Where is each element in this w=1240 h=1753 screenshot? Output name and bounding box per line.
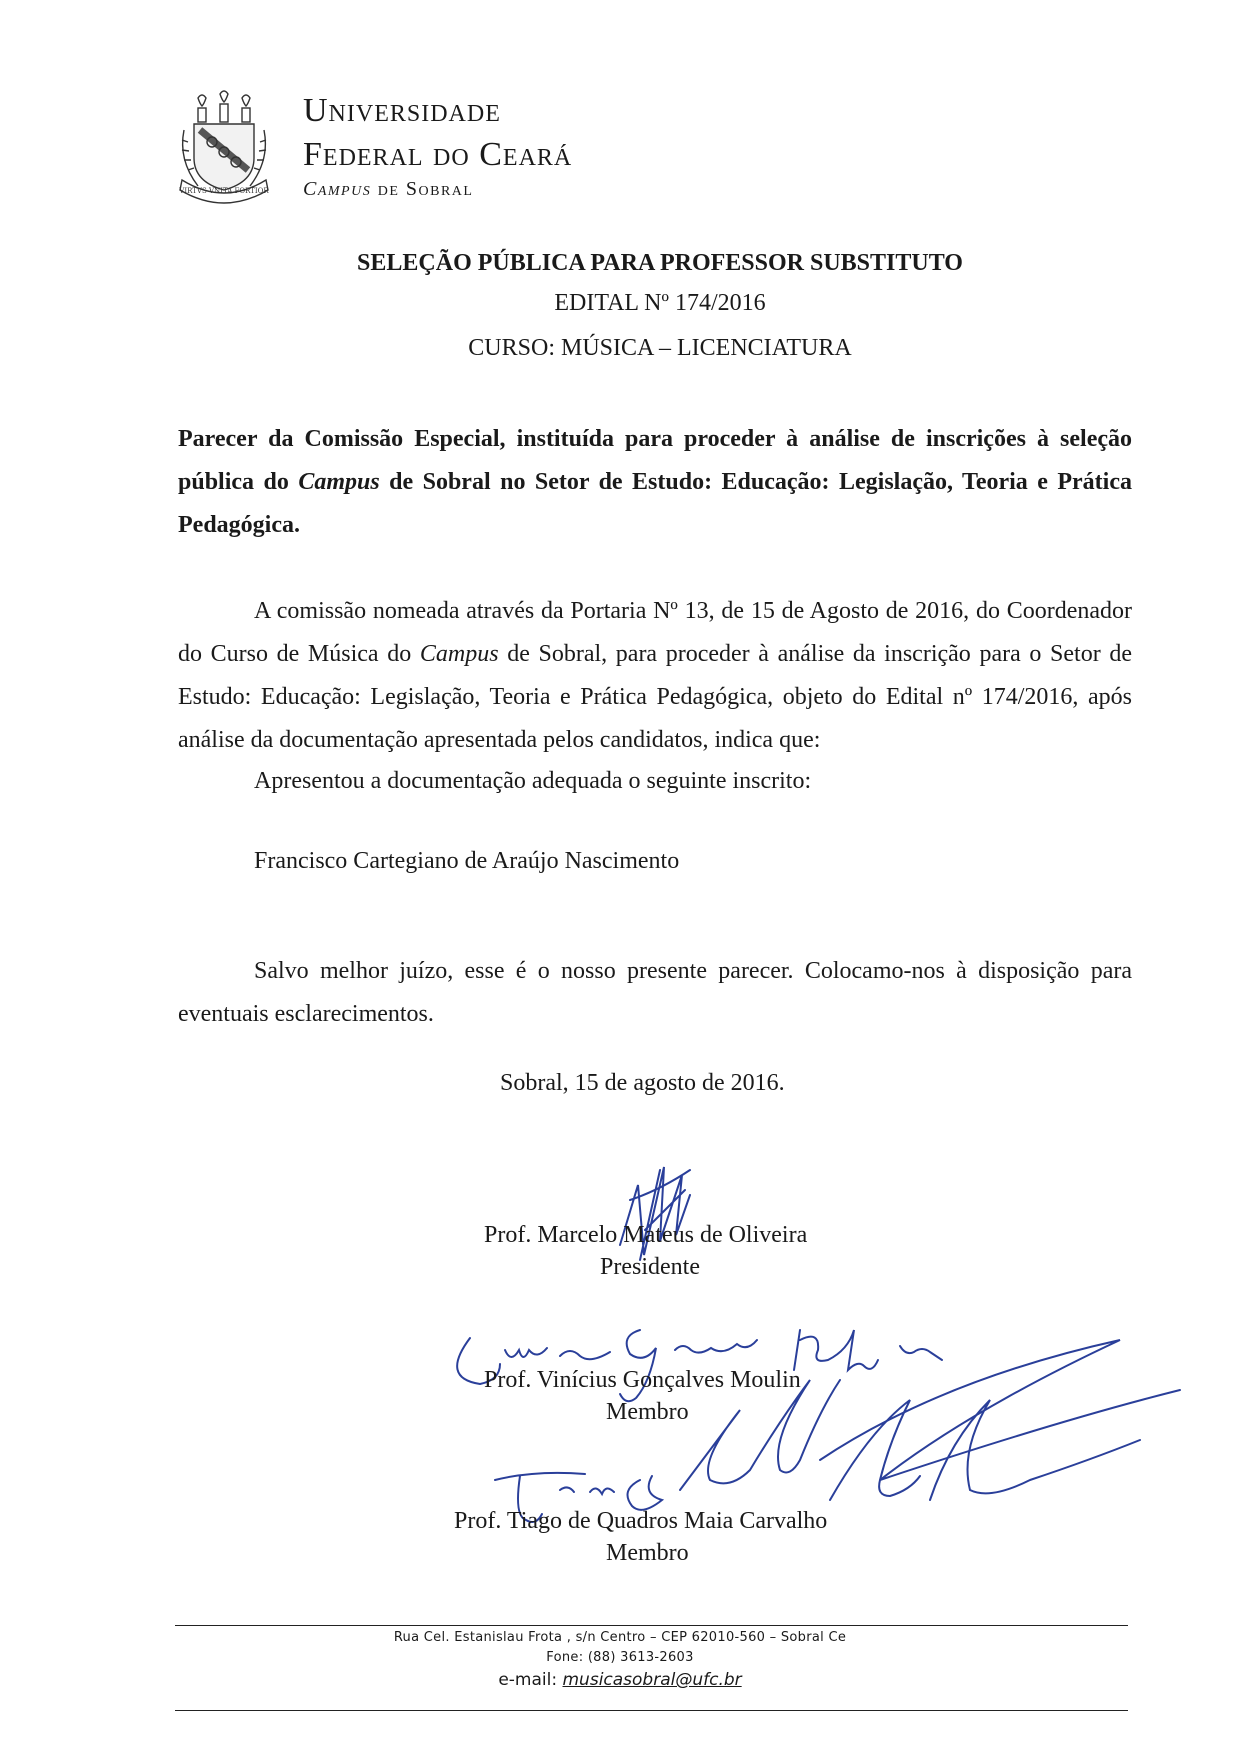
footer-email-line <box>0 1670 1240 1690</box>
footer-email-link[interactable]: musicasobral@ufc.br <box>562 1670 742 1690</box>
candidate-name: Francisco Cartegiano de Araújo Nascimento <box>254 848 680 874</box>
course-name: CURSO: MÚSICA – LICENCIATURA <box>468 335 852 361</box>
intro-paragraph <box>178 418 1132 547</box>
institution-name-line2: Federal do Ceará <box>303 136 573 173</box>
footer-address: Rua Cel. Estanislau Frota , s/n Centro – CEP 62010-560 – Sobral Ce <box>393 1630 847 1645</box>
signatory-3-name: Prof. Tiago de Quadros Maia Carvalho <box>454 1508 828 1534</box>
campus-name-rest: de Sobral <box>371 178 474 200</box>
campus-name <box>303 178 473 201</box>
body-paragraph-2: Apresentou a documentação adequada o seguinte inscrito: <box>254 768 812 794</box>
footer-email-label: e-mail: <box>498 1670 563 1690</box>
body-paragraph-1 <box>178 590 1132 762</box>
crest-motto: VIRTVS VNITA FORTIOR <box>179 187 269 195</box>
university-crest-logo <box>176 90 272 210</box>
footer-phone: Fone: (88) 3613-2603 <box>546 1650 694 1665</box>
intro-text-1: Parecer da Comissão Especial, instituída para proceder à análise de inscrições à seleção pública do <box>178 426 1132 495</box>
document-title: SELEÇÃO PÚBLICA PARA PROFESSOR SUBSTITUTO <box>357 250 963 276</box>
signature-2-flourish <box>820 1340 1180 1480</box>
signatory-2-role: Membro <box>606 1399 689 1425</box>
signatory-3-role: Membro <box>606 1540 689 1566</box>
body-text-2: de Sobral, para proceder à análise da inscrição para o Setor de Estudo: Educação: Legislação, Teoria e Prática Pedagógica, objeto do Edital nº 174/2016, após análise da documentação apresentada pelos candidatos, indica que: <box>178 641 1132 753</box>
institution-name-line1: Universidade <box>303 92 501 129</box>
closing-paragraph: Salvo melhor juízo, esse é o nosso presente parecer. Colocamo-nos à disposição para eventuais esclarecimentos. <box>178 958 1132 1027</box>
intro-campus-word: Campus <box>298 469 380 495</box>
body-text-1: A comissão nomeada através da Portaria Nº 13, de 15 de Agosto de 2016, do Coordenador do Curso de Música do <box>178 598 1132 667</box>
signatory-1-role: Presidente <box>600 1254 700 1280</box>
signatory-1-name: Prof. Marcelo Mateus de Oliveira <box>484 1222 808 1248</box>
place-date: Sobral, 15 de agosto de 2016. <box>500 1070 785 1096</box>
footer-top-rule <box>175 1625 1128 1626</box>
signature-3-strokes <box>495 1380 1140 1522</box>
footer-bottom-rule <box>175 1710 1128 1711</box>
signatory-2-name: Prof. Vinícius Gonçalves Moulin <box>484 1367 801 1393</box>
campus-word: Campus <box>303 178 372 200</box>
body-campus-word: Campus <box>419 641 499 667</box>
edital-number: EDITAL Nº 174/2016 <box>554 290 766 316</box>
intro-text-2: de Sobral no Setor de Estudo: Educação: Legislação, Teoria e Prática Pedagógica. <box>178 469 1132 538</box>
